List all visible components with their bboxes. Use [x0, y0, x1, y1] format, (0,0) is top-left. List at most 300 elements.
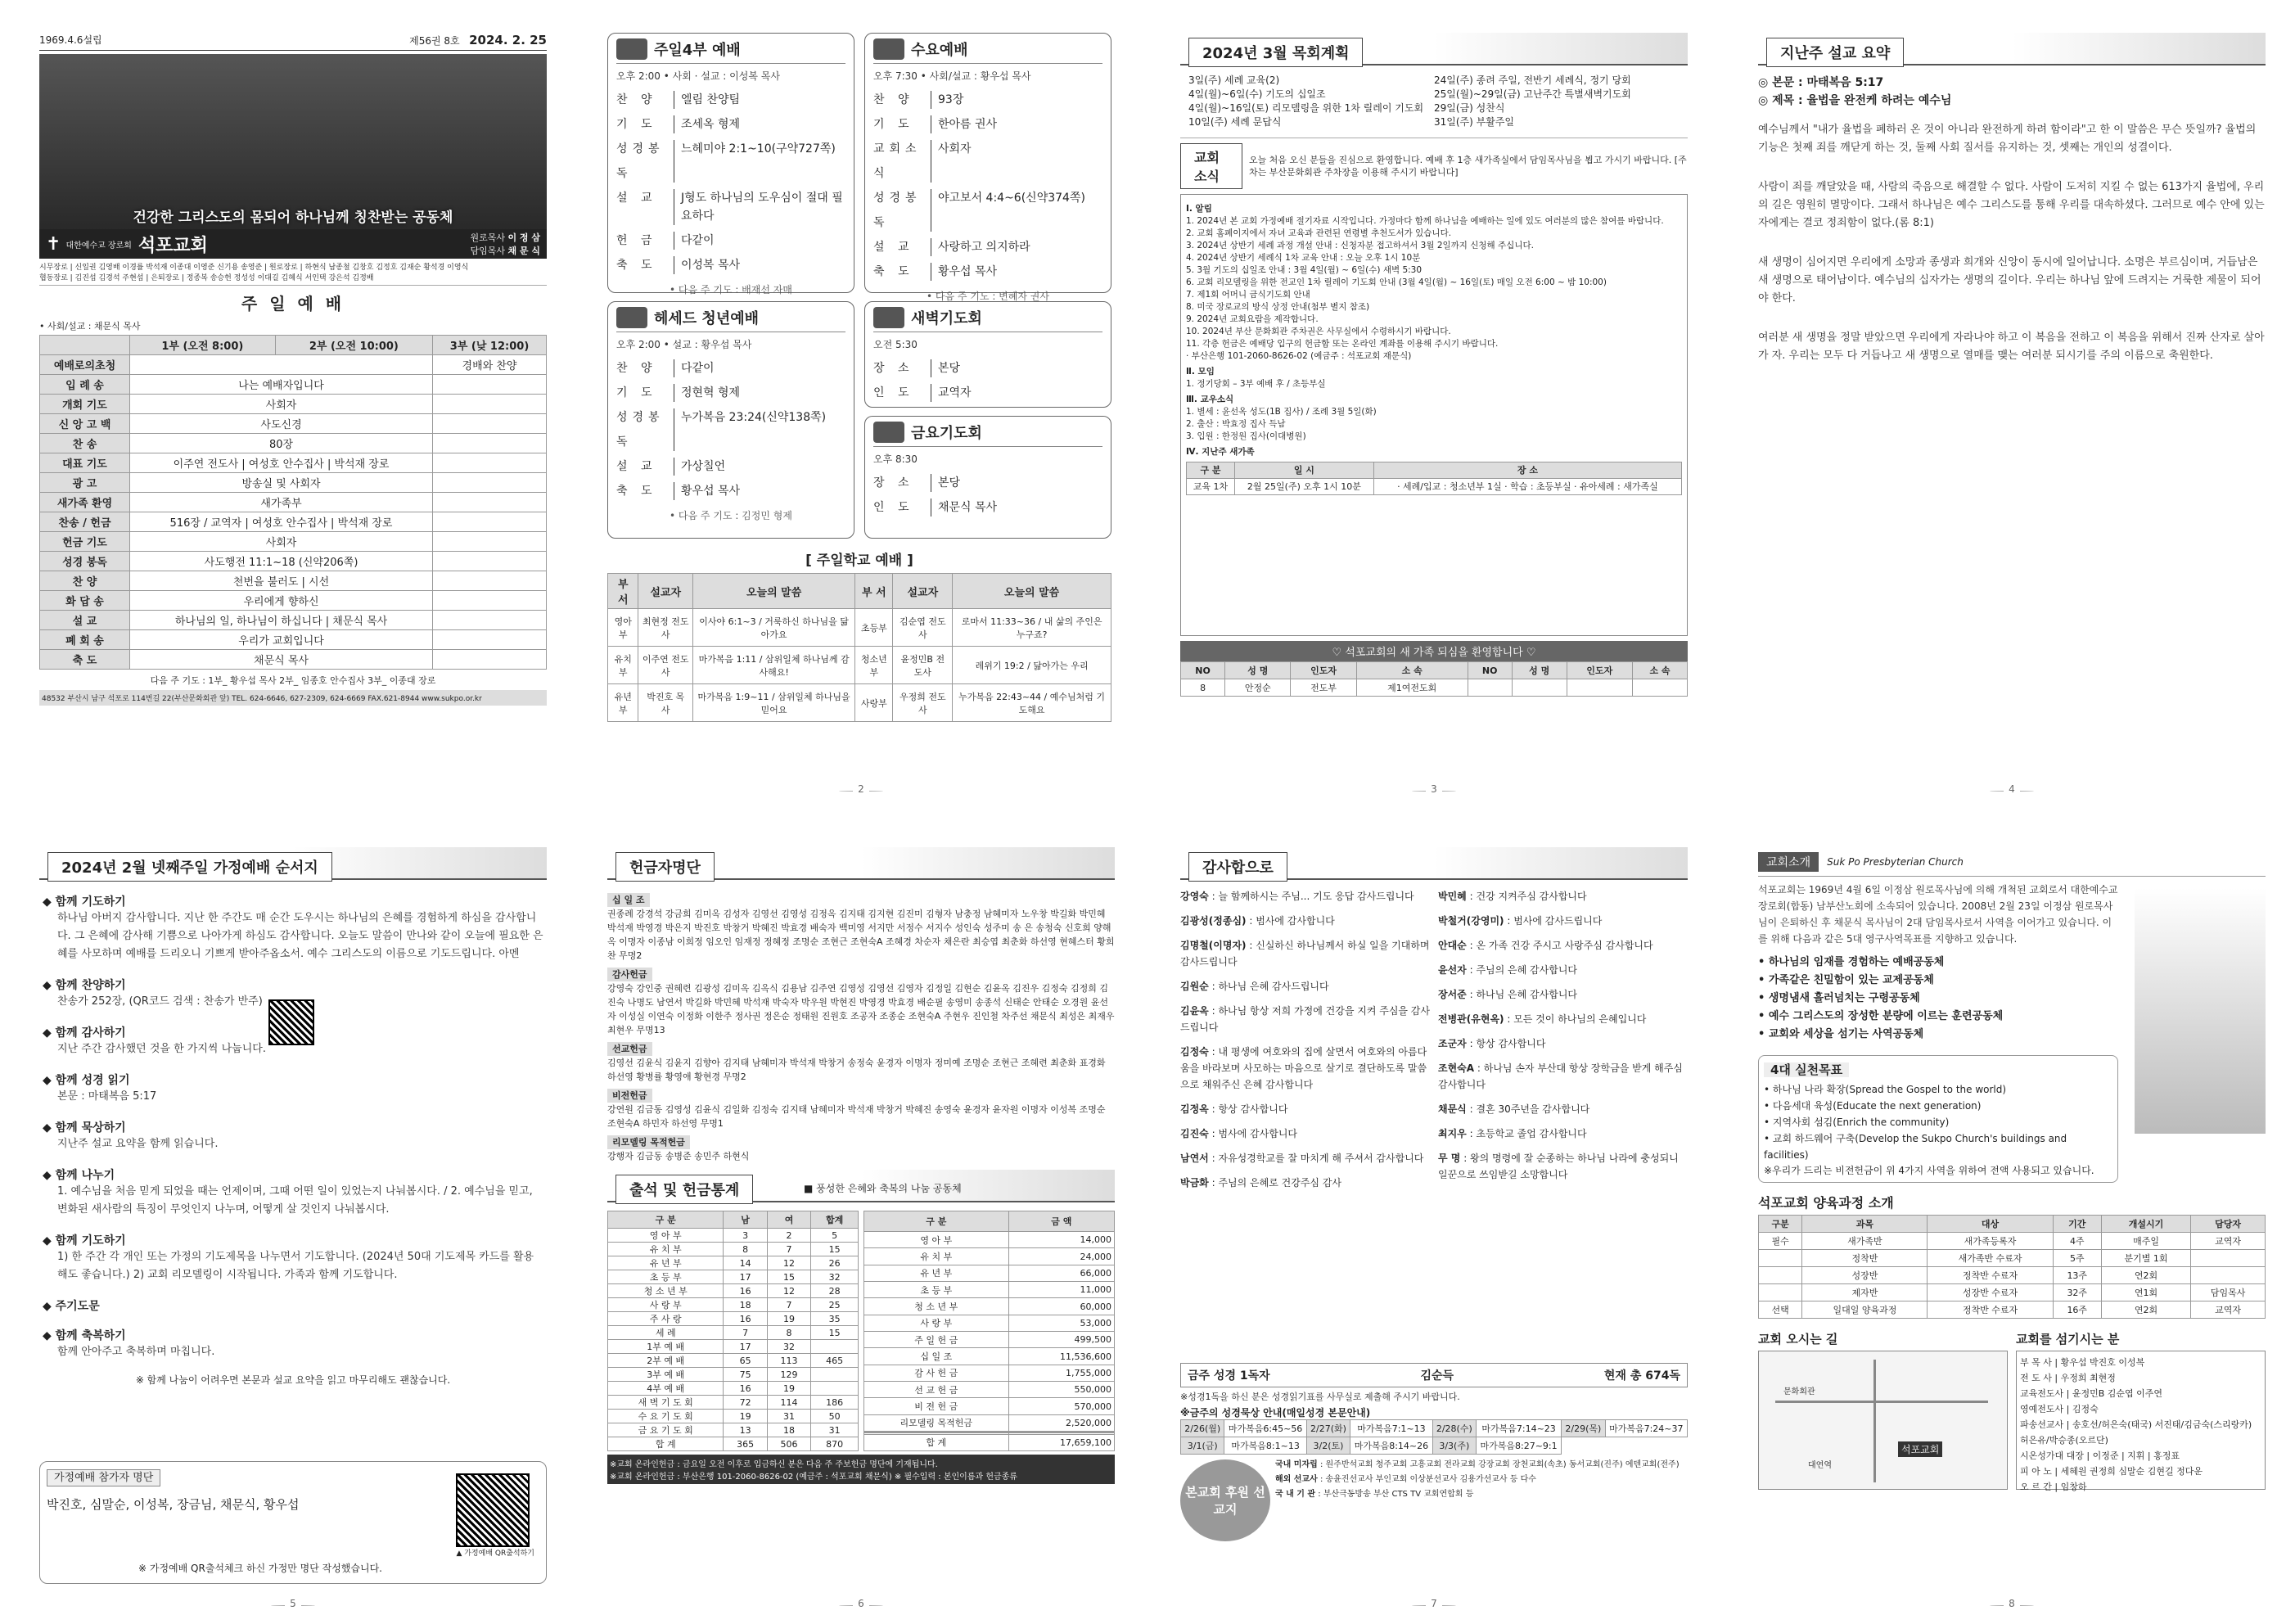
cell: 8: [767, 1326, 810, 1340]
attendance-names: 박진호, 심말순, 이성복, 장금님, 채문식, 황우섭: [47, 1497, 300, 1512]
cell: 13주: [2053, 1267, 2101, 1284]
date-cell: 2/28(수): [1432, 1420, 1476, 1437]
thanks-text: 신실하신 하나님께서 하실 일을 기대하며 감사드립니다: [1180, 940, 1430, 968]
cell: 연2회: [2101, 1267, 2190, 1284]
qr-attendance-icon[interactable]: [456, 1473, 530, 1547]
march-plan: [1180, 74, 1688, 129]
order-row: [616, 228, 845, 253]
cell: 전도부: [1291, 679, 1356, 697]
item-name: 설 교: [40, 611, 130, 630]
date-cell: 2/27(화): [1306, 1420, 1350, 1437]
col-header: 오늘의 말씀: [692, 574, 854, 609]
item-name: 개회 기도: [40, 395, 130, 414]
cell: 19: [767, 1312, 810, 1326]
table-row: [864, 1434, 1115, 1450]
cell: 유 치 부: [608, 1243, 724, 1256]
order-value: 사랑하고 의지하라: [931, 238, 1102, 256]
news-item: 6. 교회 리모델링을 위한 전교인 1차 릴레이 기도회 안내 (3월 4일(월) ~ 16일(토) 매일 오전 6:00 ~ 밤 10:00): [1186, 277, 1607, 287]
thanks-name: 김정숙: [1180, 1046, 1209, 1058]
passage-cell: 마가복음7:24~37: [1605, 1420, 1687, 1437]
cell: 안정순: [1225, 679, 1291, 697]
offering-table: [863, 1211, 1115, 1451]
item-name: 입 례 송: [40, 375, 130, 395]
news-item: 2. 출산 : 박효정 집사 득남: [1186, 419, 1286, 429]
table-row: [608, 1410, 859, 1423]
box-info: 오후 8:30: [873, 453, 918, 465]
practice-item: • 다음세대 육성(Educate the next generation): [1764, 1100, 1982, 1112]
cell: 김순엽 전도사: [893, 609, 953, 647]
cell: 26: [811, 1256, 859, 1270]
worship-icon: [616, 307, 647, 328]
item-value-3rd: [433, 473, 547, 493]
table-row: [608, 1423, 859, 1437]
cell: [1633, 679, 1688, 697]
cell: 누가복음 22:43~44 / 예수님처럼 기도해요: [953, 684, 1111, 722]
cell: 72: [724, 1396, 767, 1410]
table-row: [864, 1398, 1115, 1414]
plan-item: 29일(금) 성찬식: [1434, 102, 1505, 114]
cell: 유 년 부: [864, 1265, 1009, 1281]
news-item: Ⅳ. 지난주 새가족: [1186, 447, 1255, 457]
thanks-text: 범사에 감사합니다: [1256, 915, 1335, 927]
thanks-name: 남연서: [1180, 1153, 1209, 1164]
thanks-name: 김진숙: [1180, 1128, 1209, 1139]
next-prayer: • 다음 주 기도 : 배재선 자매: [670, 284, 792, 295]
staff-item: 시온성가대 대장 | 이정준 | 지휘 | 홍정표: [2020, 1450, 2180, 1461]
page-1: [39, 33, 547, 798]
cell: 25: [811, 1298, 859, 1312]
thanks-item: 김광성(정종심) : 범사에 감사합니다: [1180, 915, 1335, 927]
goal-item: • 가족같은 친밀함이 있는 교제공동체: [1758, 974, 1934, 986]
order-label: 찬 양: [616, 362, 657, 375]
cell: 16주: [2053, 1301, 2101, 1319]
thanks-item: 조현숙A : 하나님 손자 부산대 항상 장학금을 받게 해주심 감사합니다: [1438, 1062, 1683, 1090]
map-label: 대연역: [1808, 1461, 1832, 1470]
cell: [1759, 1267, 1802, 1284]
family-step-title: ◆ 함께 기도하기: [43, 893, 543, 909]
meditation-table: [1180, 1419, 1688, 1455]
cell: 마가복음 1:11 / 삼위일체 하나님께 감사해요!: [692, 647, 854, 684]
cell: 주 일 헌 금: [864, 1332, 1009, 1348]
thanks-text: 하나님 항상 저희 가정에 건강을 지켜 주심을 감사드립니다: [1180, 1005, 1430, 1033]
cell: 15: [811, 1326, 859, 1340]
order-row: [873, 235, 1102, 259]
cell: 윤정민B 전도사: [893, 647, 953, 684]
cell: 합 계: [864, 1434, 1009, 1450]
pastor-name: 채 문 식: [507, 246, 540, 256]
cell: 18: [724, 1298, 767, 1312]
table-row: [864, 1265, 1115, 1281]
cell: 7: [724, 1326, 767, 1340]
thanks-item: 조군자 : 항상 감사합니다: [1438, 1038, 1546, 1049]
thanks-item: 김진숙 : 범사에 감사합니다: [1180, 1128, 1298, 1139]
practice-item: • 교회 하드웨어 구축(Develop the Sukpo Church's buildings and facilities): [1764, 1133, 2067, 1161]
order-label: 인 도: [873, 501, 914, 514]
plan-item: 4일(월)~6일(수) 기도의 십일조: [1188, 88, 1326, 100]
thanks-name: 조현숙A: [1438, 1062, 1475, 1074]
col-header: 인도자: [1291, 662, 1356, 679]
box-title: 수요예배: [911, 42, 968, 59]
order-label: 찬 양: [873, 93, 914, 106]
cell: 11,536,600: [1008, 1348, 1114, 1365]
worship-row: [40, 493, 547, 512]
cell: 15: [811, 1243, 859, 1256]
item-value-3rd: [433, 532, 547, 552]
item-value: 방송실 및 사회자: [130, 473, 433, 493]
item-value: 우리에게 향하신: [130, 591, 433, 611]
passage-cell: 마가복음6:45~56: [1224, 1420, 1306, 1437]
cell: 유치부: [608, 647, 638, 684]
order-label: 헌 금: [616, 234, 657, 247]
cell: 14: [724, 1256, 767, 1270]
col-header: 담당자: [2191, 1216, 2266, 1233]
thanks-text: 주님의 은혜 감사합니다: [1476, 964, 1578, 976]
attendance-box: [39, 1461, 547, 1584]
family-step-title: ◆ 함께 축복하기: [43, 1327, 543, 1343]
intro-text: 석포교회는 1969년 4월 6일 이정삼 원로목사님에 의해 개척된 교회로서 대한예수교 장로회(합동) 남부산노회에 소속되어 있습니다. 2008년 2월 23일 이정삼 원로목사님이 은퇴하신 후 채문식 목사님이 2대 담임목사로서 사역을 이어가고 있습니다. 이를 위해 다음과 같은 5대 영구사역목표를 지향하고 있습니다.: [1758, 884, 2118, 945]
item-value: [130, 355, 433, 375]
cell: 새 벽 기 도 회: [608, 1396, 724, 1410]
order-label: 기 도: [873, 118, 914, 131]
thanks-name: 김윤옥: [1180, 1005, 1209, 1017]
order-value: 사회자: [931, 140, 1102, 183]
table-row: [608, 1368, 859, 1382]
church-english-name: Suk Po Presbyterian Church: [1827, 855, 1964, 868]
cell: 비 전 헌 금: [864, 1398, 1009, 1414]
cell: 성장반 수료자: [1928, 1284, 2053, 1301]
passage-cell: 마가복음8:14~26: [1350, 1437, 1432, 1455]
masthead: [39, 33, 547, 51]
thanks-item: 무 명 : 왕의 명령에 잘 순종하는 하나님 나라에 충성되니 일꾼으로 쓰임받길 소망합니다: [1438, 1153, 1679, 1180]
family-step-title: ◆ 함께 감사하기: [43, 1024, 543, 1040]
edu-title: 석포교회 양육과정 소개: [1758, 1195, 1894, 1211]
plan-item: 3일(주) 세례 교육(2): [1188, 74, 1280, 86]
news-title: 교회소식: [1180, 143, 1242, 189]
new-family-table: [1180, 661, 1688, 697]
thanks-text: 하나님 은혜 감사합니다: [1476, 989, 1578, 1000]
worship-row: [40, 552, 547, 571]
order-row: [616, 253, 845, 277]
staff-item: 교육전도사 | 윤정민B 김순엽 이주연: [2020, 1388, 2163, 1399]
order-label: 설 교: [873, 241, 914, 254]
sermon-paragraph: 사람이 죄를 깨달았을 때, 사람의 죽음으로 해결할 수 없다. 사람이 도저히 지킬 수 없는 613가지 율법에, 우리의 길은 영원히 멸망이다. 그래서 하나님은 예수 그리스도를 통해 우리를 대속하셨다. 그러므로 예수 안에 있는 자에게는 결코 정죄함이 없다.(롬 8:1): [1758, 181, 2265, 229]
thanks-name: 김원순: [1180, 981, 1209, 992]
cell: [2191, 1250, 2266, 1267]
news-item: · 부산은행 101-2060-8626-02 (예금주 : 석포교회 재문식): [1186, 351, 1412, 361]
qr-code-icon[interactable]: [268, 999, 314, 1045]
col-header: 구분: [1759, 1216, 1802, 1233]
item-name: 화 답 송: [40, 591, 130, 611]
news-item: 4. 2024년 상반기 세례식 1차 교육 안내 : 오늘 오후 1시 10분: [1186, 253, 1421, 263]
cell: 교육 1차: [1187, 479, 1235, 495]
worship-preacher: • 사회/설교 : 채문식 목사: [39, 321, 141, 332]
thanks-item: 박철거(강영미) : 범사에 감사드립니다: [1438, 915, 1603, 927]
cell: 3부 예 배: [608, 1368, 724, 1382]
col-header: 부 서: [608, 574, 638, 609]
order-row: [616, 112, 845, 137]
item-value-3rd: [433, 630, 547, 650]
date-cell: 3/2(토): [1306, 1437, 1350, 1455]
table-row: [1181, 1437, 1688, 1455]
thanks-text: 초등학교 졸업 감사합니다: [1476, 1128, 1587, 1139]
cell: 1부 예 배: [608, 1340, 724, 1354]
item-name: 대표 기도: [40, 453, 130, 473]
table-row: [608, 647, 1111, 684]
page-8: 교회소개 Suk Po Presbyterian Church 석포교회는 1969년 4월 6일 이정삼 원로목사님에 의해 개척된 교회로서 대한예수교 장로회(합동) 남부산노회에 소속되어 있습니다. 2008년 2월 23일 이정삼 원로목사님이 은퇴하신 후 채문식 목사님이 2대 담임목사로서 사역을 이어가고 있습니다. 이를 위해 다음과 같은 5대 영구사역목표를 지향하고 있습니다. • 하나님의 임재를 경험하는 예배공동체 • 가족같은 친밀함이 있는 교제공동체 • 생명냄새 흘러넘치는 구령공동체 • 예수 그리스도의 장성한 분량에 이르는 훈련공동체 • 교회와 세상을 섬기는 사역공동체 4대 실천목표 • 하나님 나라 확장(Spread the Gospel to the world) • 다음세대 육성(Educate the next generation) • 지역사회 섬김(Enrich the community) • 교회 하드웨어 구축(Develop the Sukpo Church's buildings and facilities) ※우리가 드리는 비전헌금이 위 4가지 사역을 위하여 전액 사용되고 있습니다. 석포교회 양육과정 소개 구분 과목 대상 기간 개설시기 담당자 필수 새가족반 새가족등록자 4주 매주일 교역자 정착반 새가족반 수료자 5주 분기별 1회 성장반 정착반 수료자 13주 연2회 제자반 성장반 수료자 32주 연1회 담임목사 선택 일대일 양육과정 정착반 수료자 16주 연2회 교역자 교회 오시는 길 문화회관 석포교회 대연역 교회를 섬기시는 분 부 목 사 | 황우섭 박진호 이성복 전 도 사 | 우정희 최현정 교육전도사 | 윤정민B 김순엽 이주연 영예전도사 | 김정숙 파송선교사 | 송호선/허은숙(태국) 서진태/김금숙(스리랑카) 허은유/박승종(오르단) 시온성가대 대장 | 이정준 | 지휘 | 홍정표 피 아 노 | 세혜원 권정희 심말순 김현길 정다운 오 르 간 | 임창하 8: [1758, 847, 2266, 1613]
item-value: 하나님의 일, 하나님이 하십니다 | 채문식 목사: [130, 611, 433, 630]
cell: 506: [767, 1437, 810, 1451]
cell: 정착반 수료자: [1928, 1301, 2053, 1319]
elders-line: 시무장로 | 신일권 김영배 이경률 박석재 이종대 이영준 신기용 송영준 | 원로장로 | 하현식 남종철 김창호 김정호 김재순 황석경 이영식: [39, 264, 469, 272]
item-value: 사회자: [130, 395, 433, 414]
thanks-text: 항상 감사합니다: [1476, 1038, 1546, 1049]
box-info: 오전 5:30: [873, 339, 918, 350]
sermon-paragraph: 여러분 새 생명을 정말 받았으면 우리에게 자라나야 하고 이 복음을 전하고 이 복음을 위해서 진짜 산자로 살아가 자. 우리는 모두 다 거듭나고 새 생명으로 열매를 맺는 여러분 되시기를 주의 이름으로 축원한다.: [1758, 332, 2265, 362]
item-name: 신 앙 고 백: [40, 414, 130, 434]
worship-order-table: [39, 335, 547, 670]
order-row: [873, 88, 1102, 112]
goal-item: • 생명냄새 흘러넘치는 구령공동체: [1758, 992, 1920, 1004]
order-row: [873, 356, 1102, 381]
order-row: [873, 186, 1102, 235]
news-item: Ⅱ. 모임: [1186, 367, 1215, 377]
order-value: 야고보서 4:4~6(신약374쪽): [931, 189, 1102, 232]
bible-note: ※성경1독을 하신 분은 성경읽기표를 사무실로 제출해 주시기 바랍니다.: [1180, 1392, 1460, 1402]
cell: 레위기 19:2 / 닮아가는 우리: [953, 647, 1111, 684]
thanks-name: 강영숙: [1180, 891, 1209, 902]
worship-title: 주 일 예 배: [241, 294, 345, 314]
cell: 114: [767, 1396, 810, 1410]
cell: [1512, 679, 1567, 697]
bank-note: ※교회 온라인헌금 : 금요일 오전 이후로 입금하신 분은 다음 주 주보헌금 명단에 기재됩니다.: [610, 1460, 938, 1469]
cell: 분기별 1회: [2101, 1250, 2190, 1267]
cell: 매주일: [2101, 1233, 2190, 1250]
cell: 31: [811, 1423, 859, 1437]
thanks-item: 박민혜 : 건강 지켜주심 감사합니다: [1438, 891, 1587, 902]
offering-list-title: 헌금자명단: [615, 852, 715, 882]
cell: [2191, 1267, 2266, 1284]
staff-item: 피 아 노 | 세혜원 권정희 심말순 김현길 정다운: [2020, 1466, 2203, 1477]
table-row: [1759, 1233, 2266, 1250]
family-worship-title: 2024년 2월 넷째주일 가정예배 순서지: [47, 852, 332, 882]
worship-row: [40, 395, 547, 414]
cell: 28: [811, 1284, 859, 1298]
item-name: 성경 봉독: [40, 552, 130, 571]
thanks-item: 남연서 : 자유성경학교를 잘 마치게 해 주셔서 감사합니다: [1180, 1153, 1424, 1164]
cell: [1759, 1284, 1802, 1301]
service-youth: [607, 301, 854, 539]
cell: 3: [724, 1229, 767, 1243]
pastor-role: 원로목사: [470, 232, 505, 243]
cell: 최현정 전도사: [638, 609, 693, 647]
cell: 12: [767, 1284, 810, 1298]
worship-icon: [873, 307, 904, 328]
col-header: 성 명: [1512, 662, 1567, 679]
thanks-item: 강영숙 : 늘 함께하시는 주님... 기도 응답 감사드립니다: [1180, 891, 1414, 902]
thanks-name: 김광성(정종심): [1180, 915, 1247, 927]
meditation-title: ※금주의 성경묵상 안내(매일성경 본문안내): [1180, 1407, 1371, 1419]
worship-row: [40, 473, 547, 493]
bible-reader-name: 김순득: [1420, 1369, 1454, 1383]
cell: 32: [767, 1340, 810, 1354]
table-row: [1759, 1267, 2266, 1284]
family-step-title: ◆ 함께 나누기: [43, 1166, 543, 1183]
family-step-title: ◆ 주기도문: [43, 1297, 543, 1314]
worship-row: [40, 571, 547, 591]
col-header: 소 속: [1633, 662, 1688, 679]
order-row: [616, 454, 845, 479]
page-6: 헌금자명단 십 일 조 권종례 강경석 강금희 김미옥 김성자 김영선 김영성 김정옥 김지태 김지현 김진미 김형자 남충정 남혜미자 노우창 박길화 박민혜 박석재 박영경 박은지 박진호 박창거 박혜진 박효경 배숙자 백미영 서지만 서정수 서지수 성인숙 성주미 송 은 송청숙 신호희 양해옥 이명자 이종남 이희정 임오인 임재정 정혜정 조명순 조현근 조현숙A 조혜경 차순자 채은란 최승엽 최춘화 하선영 현혜스터 황희찬 무명2 감사헌금 강영숙 강인중 권혜련 김광성 김미옥 김옥식 김용남 김주연 김영성 김영선 김영자 김정일 김현순 김윤옥 김진우 김정숙 김정희 김진숙 나명도 남연서 박길화 박민혜 박석재 박숙자 박우원 박현진 박영경 박효경 배순필 송영미 송종석 신태순 안태순 오경원 윤선자 이성실 이연숙 이정화 이한주 정사권 정은순 정태원 진원호 조공자 조종순 조현숙A 주현우 진인철 차주선 채문식 최성은 최재우 최현우 무명13 선교헌금 김영선 김윤식 김윤지 김향아 김지태 남혜미자 박석재 박창거 송정숙 윤경자 이명자 정미예 조명순 조현근 조혜련 최춘화 표경화 하선영 황병률 황영애 황현경 무명2 비전헌금 강연원 김금동 김영성 김윤식 김일화 김정숙 김지태 남혜미자 박석재 박창거 박혜진 송영숙 윤경자 윤자원 이명자 이성복 조명순 조현숙A 하민자 하선영 무명1 리모델링 목적헌금 강행자 김금동 송병준 송민주 하현식 출석 및 헌금통계 ■ 풍성한 은혜와 축복의 나눔 공동체 구 분 남 여 합계 영 아 부 3 2 5 유 치 부 8 7 15 유 년 부 14 12 26 초 등 부 17 15 32 청 소 년 부 16 12 28 사 랑 부 18 7 25 주 사 랑 16 19 35 세 례 7 8 15 1부 예 배 17 32 2부 예 배 65 113 465 3부 예 배 75 129 4부 예 배 16 19 새 벽 기 도 회 72 114 186 수 요 기 도 회 19 31 50 금 요 기 도 회 13 18 31 합 계 365 506 870 구 분 금 액 영 아 부 14,000 유 치 부 24,000 유 년 부 66,000 초 등 부 11,000 청 소 년 부 60,000 사 랑 부 53,000 주 일 헌 금 499,500 십 일 조 11,536,600 감 사 헌 금 1,755,000 선 교 헌 금 550,000 비 전 헌 금 570,000 리모델링 목적헌금 2,520,000 합 계 17,659,100 ※교회 온라인헌금 : 금요일 오전 이후로 입금하신 분은 다음 주 주보헌금 명단에 기재됩니다. ※교회 온라인헌금 : 부산은행 101-2060-8626-02 (예금주 : 석포교회 채문식) ※ 필수입력 : 본인이름과 헌금종류 6: [607, 847, 1115, 1613]
cell: 제1여전도회: [1356, 679, 1468, 697]
offering-group-title: 감사헌금: [607, 968, 652, 981]
worship-row: [40, 532, 547, 552]
thanks-name: 김정옥: [1180, 1103, 1209, 1115]
table-row: [864, 1414, 1115, 1431]
table-row: [608, 609, 1111, 647]
thanks-text: 항상 감사합니다: [1218, 1103, 1288, 1115]
service-friday: [864, 416, 1111, 539]
table-row: [864, 1248, 1115, 1265]
order-row: [873, 381, 1102, 405]
col-header: 구 분: [608, 1211, 724, 1229]
mission-list: 원주반석교회 청주교회 고흥교회 전라교회 강장교회 장천교회(속초) 동서교회(진주) 에덴교회(전주): [1325, 1460, 1680, 1469]
offering-group-names: 권종례 강경석 강금희 김미옥 김성자 김영선 김영성 김정옥 김지태 김지현 김진미 김형자 남충정 남혜미자 노우창 박길화 박민혜 박석재 박영경 박은지 박진호 박창거 박혜진 박효경 배숙자 백미영 서지만 서정수 서지수 성인숙 성주미 송 은 송청숙 신호희 양해옥 이명자 이종남 이희정 임오인 임재정 정혜정 조명순 조현근 조현숙A 조혜경 차순자 채은란 최승엽 최춘화 하선영 현혜스터 황희찬 무명2: [607, 909, 1115, 961]
cell: 11,000: [1008, 1282, 1114, 1298]
cell: 사 랑 부: [608, 1298, 724, 1312]
worship-row: [40, 630, 547, 650]
map-title: 교회 오시는 길: [1758, 1332, 1838, 1347]
cell: 초 등 부: [864, 1282, 1009, 1298]
col-header: NO: [1181, 662, 1225, 679]
news-item: 1. 정기당회 – 3부 예배 후 / 초등부실: [1186, 379, 1326, 389]
family-step-text: 하나님 아버지 감사합니다. 지난 한 주간도 매 순간 도우시는 하나님의 은혜를 경험하게 하심을 감사합니다. 그 은혜에 감사해 기쁨으로 나아가게 하심도 감사합니다. 오늘도 말씀이 만나와 같이 오늘에 필요한 은혜를 사모하며 예배를 드리오니 기쁘게 받아주옵소서. 예수 그리스도의 이름으로 기도드립니다. 아멘: [57, 912, 543, 960]
table-row: [864, 1315, 1115, 1331]
item-value: 사도행전 11:1~18 (신약206쪽): [130, 552, 433, 571]
order-value: 93장: [931, 91, 1102, 109]
cell: [811, 1368, 859, 1382]
item-value: 천번을 불러도 | 시선: [130, 571, 433, 591]
thanks-text: 하나님 은혜 감사드립니다: [1218, 981, 1329, 992]
table-row: [864, 1332, 1115, 1348]
table-row: [1759, 1250, 2266, 1267]
order-label: 인 도: [873, 386, 914, 399]
cell: 60,000: [1008, 1298, 1114, 1315]
worship-row: [40, 611, 547, 630]
offering-group-title: 십 일 조: [607, 893, 650, 907]
table-row: [864, 1232, 1115, 1248]
practice-item: • 하나님 나라 확장(Spread the Gospel to the world): [1764, 1084, 2007, 1095]
order-label: 기 도: [616, 118, 657, 131]
family-step-title: ◆ 함께 기도하기: [43, 1232, 543, 1248]
news-item: 11. 각층 헌금은 예배당 입구의 헌금함 또는 온라인 계좌를 이용해 주시기 바랍니다.: [1186, 339, 1499, 349]
order-row: [616, 137, 845, 186]
service-4th: [607, 33, 854, 293]
practice-title: 4대 실천목표: [1764, 1062, 1849, 1077]
cell: 75: [724, 1368, 767, 1382]
mission-row: 국 내 기 관 : 부산극동방송 부산 CTS TV 교회연합회 등: [1275, 1490, 1474, 1499]
col-header: 과목: [1802, 1216, 1928, 1233]
stats-title: 출석 및 헌금통계: [615, 1175, 753, 1204]
col-header: 설교자: [638, 574, 693, 609]
table-row: [864, 1365, 1115, 1381]
attendance-title: 가정예배 참가자 명단: [47, 1469, 160, 1486]
page-7: 감사합으로 강영숙 : 늘 함께하시는 주님... 기도 응답 감사드립니다 김광성(정종심) : 범사에 감사합니다 김명철(이명자) : 신실하신 하나님께서 하실 일을 기대하며 감사드립니다 김원순 : 하나님 은혜 감사드립니다 김윤옥 : 하나님 항상 저희 가정에 건강을 지켜 주심을 감사드립니다 김정숙 : 내 평생에 여호와의 집에 살면서 여호와의 아름다움을 바라보며 사모하는 마음으로 살기로 결단하도록 말씀으로 채워주신 은혜 감사합니다 김정옥 : 항상 감사합니다 김진숙 : 범사에 감사합니다 남연서 : 자유성경학교를 잘 마치게 해 주셔서 감사합니다 박금화 : 주님의 은혜로 건강주심 감사 박민혜 : 건강 지켜주심 감사합니다 박철거(강영미) : 범사에 감사드립니다 안대순 : 온 가족 건강 주시고 사랑주심 감사합니다 윤선자 : 주님의 은혜 감사합니다 장서준 : 하나님 은혜 감사합니다 전병관(유현옥) : 모든 것이 하나님의 은혜입니다 조군자 : 항상 감사합니다 조현숙A : 하나님 손자 부산대 항상 장학금을 받게 해주심 감사합니다 채문식 : 결혼 30주년을 감사합니다 최지우 : 초등학교 졸업 감사합니다 무 명 : 왕의 명령에 잘 순종하는 하나님 나라에 충성되니 일꾼으로 쓰임받길 소망합니다 금주 성경 1독자 김순득 현재 총 674독 ※성경1독을 하신 분은 성경읽기표를 사무실로 제출해 주시기 바랍니다. ※금주의 성경묵상 안내(매일성경 본문안내) 2/26(월) 마가복음6:45~56 2/27(화) 마가복음7:1~13 2/28(수) 마가복음7:14~23 2/29(목) 마가복음7:24~37 3/1(금) 마가복음8:1~13 3/2(토) 마가복음8:14~26 3/3(주) 마가복음8:27~9:1 본교회 후원 선교지 국내 미자립 : 원주반석교회 청주교회 고흥교회 전라교회 강장교회 장천교회(속초) 동서교회(진주) 에덴교회(전주) 해외 선교사 : 송윤진선교사 부인교회 이상분선교사 김용가선교사 등 다수 국 내 기 관 : 부산극동방송 부산 CTS TV 교회연합회 등 7: [1180, 847, 1688, 1613]
cell: 이사야 6:1~3 / 거룩하신 하나님을 닮아가요: [692, 609, 854, 647]
thanks-name: 최지우: [1438, 1128, 1467, 1139]
cell: 연2회: [2101, 1301, 2190, 1319]
cell: 영 아 부: [864, 1232, 1009, 1248]
cell: 정착반: [1802, 1250, 1928, 1267]
sunday-school-table: [607, 573, 1111, 722]
worship-row: [40, 512, 547, 532]
order-value: 누가복음 23:24(신약138쪽): [674, 408, 845, 451]
cell: 연1회: [2101, 1284, 2190, 1301]
cell: 32주: [2053, 1284, 2101, 1301]
order-row: [873, 112, 1102, 137]
cell: 교역자: [2191, 1233, 2266, 1250]
thanks-name: 박금화: [1180, 1177, 1209, 1189]
location-map[interactable]: [1758, 1351, 2008, 1490]
sermon-summary-title: 지난주 설교 요약: [1766, 38, 1904, 67]
cell: 유 치 부: [864, 1248, 1009, 1265]
news-item: 1. 2024년 본 교회 가정예배 절기자료 시작입니다. 가정마다 함께 하나님을 예배하는 일에 있도 여러분의 많은 참여를 바랍니다.: [1186, 216, 1664, 226]
cell: 감 사 헌 금: [864, 1365, 1009, 1381]
col-header: 설교자: [893, 574, 953, 609]
plan-title: 2024년 3월 목회계획: [1188, 38, 1363, 67]
cell: 세 례: [608, 1326, 724, 1340]
table-row: [608, 1256, 859, 1270]
service-dawn: [864, 301, 1111, 408]
news-item: 7. 제1회 어머니 금식기도회 안내: [1186, 290, 1310, 300]
cell: 2월 25일(주) 오후 1시 10분: [1234, 479, 1373, 495]
cell: 유년부: [608, 684, 638, 722]
item-value-3rd: [433, 414, 547, 434]
sermon-paragraph: 예수님께서 "내가 율법을 폐하러 온 것이 아니라 완전하게 하려 함이라"고 한 이 말씀은 무슨 뜻일까? 율법의 기능은 첫째 죄를 깨닫게 하는 것, 둘째 사회 질서를 유지하는 것, 셋째는 개인의 성결이다.: [1758, 124, 2257, 154]
staff-item: 파송선교사 | 송호선/허은숙(태국) 서진태/김금숙(스리랑카) 허은유/박승종(오르단): [2020, 1419, 2252, 1446]
thanks-name: 박철거(강영미): [1438, 915, 1504, 927]
cell: 53,000: [1008, 1315, 1114, 1331]
cell: 일대일 양육과정: [1802, 1301, 1928, 1319]
cell: 499,500: [1008, 1332, 1114, 1348]
cell: 186: [811, 1396, 859, 1410]
cell: 18: [767, 1423, 810, 1437]
cell: 32: [811, 1270, 859, 1284]
order-value: 느헤미야 2:1~10(구약727쪽): [674, 140, 845, 183]
item-value-3rd: [433, 591, 547, 611]
news-body: [1180, 194, 1688, 636]
plan-item: 10일(주) 세례 문답식: [1188, 116, 1282, 128]
cell: [1759, 1250, 1802, 1267]
news-note: 오늘 처음 오신 분들을 진심으로 환영합니다. 예배 후 1층 새가족실에서 담임목사님을 뵙고 가시기 바랍니다. [주차는 부산문화회관 주차장을 이용해 주시기 바랍니다]: [1248, 155, 1687, 178]
volume: 제56권 8호: [409, 35, 460, 47]
next-prayer: • 다음 주 기도 : 변혜자 권사: [927, 291, 1049, 302]
cell: 7: [767, 1298, 810, 1312]
offering-group-title: 리모델링 목적헌금: [607, 1135, 690, 1149]
cell: 우정희 전도사: [893, 684, 953, 722]
box-info: 오후 2:00 • 설교 : 황우섭 목사: [616, 339, 752, 350]
col-header: 개설시기: [2101, 1216, 2190, 1233]
cell: 필수: [1759, 1233, 1802, 1250]
news-item: Ⅰ. 알림: [1186, 204, 1212, 214]
worship-row: [40, 453, 547, 473]
cell: [1567, 679, 1632, 697]
family-step-text: 1) 한 주간 각 개인 또는 가정의 기도제목을 나누면서 기도합니다. (2024년 50대 기도제목 카드를 활용해도 좋습니다.) 2) 교회 리모델링이 시작됩니다. 가족과 함께 기도합니다.: [57, 1251, 534, 1281]
mission-list: 부산극동방송 부산 CTS TV 교회연합회 등: [1323, 1490, 1474, 1499]
item-value-3rd: [433, 611, 547, 630]
order-row: [873, 137, 1102, 186]
col-header: 소 속: [1356, 662, 1468, 679]
col-header: 성 명: [1225, 662, 1291, 679]
